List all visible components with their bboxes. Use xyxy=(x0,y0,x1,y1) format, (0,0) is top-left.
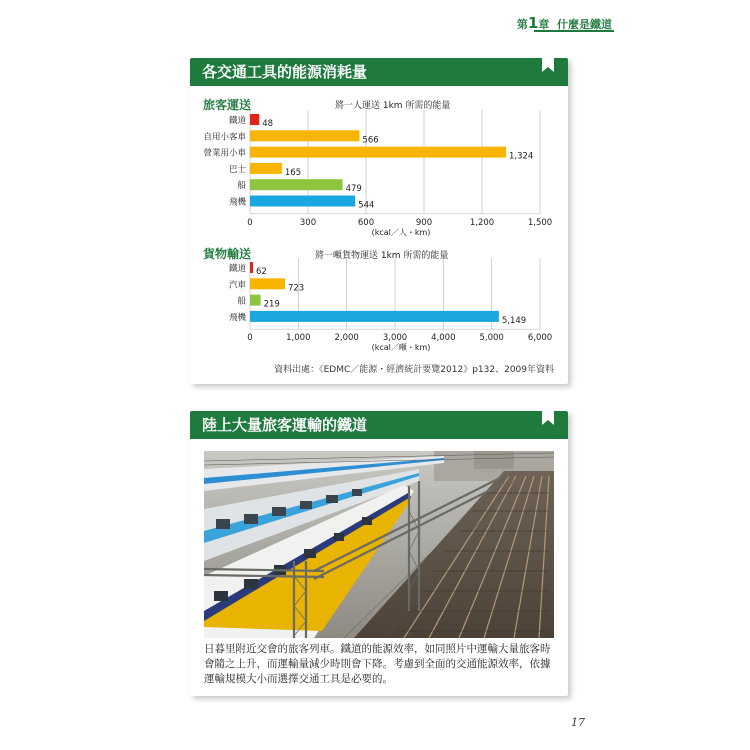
passenger-value-label: 544 xyxy=(358,200,375,211)
chapter-prefix: 第 xyxy=(516,18,528,31)
freight-tick-label: 0 xyxy=(247,333,253,344)
freight-bar xyxy=(250,311,499,322)
passenger-tick-label: 1,500 xyxy=(527,217,553,228)
passenger-bar xyxy=(250,114,259,125)
energy-section-title: 各交通工具的能源消耗量 xyxy=(202,63,368,81)
passenger-category-label: 巴士 xyxy=(228,164,246,175)
freight-category-label: 汽車 xyxy=(228,280,246,291)
chapter-underline xyxy=(534,30,614,32)
passenger-category-label: 自用小客車 xyxy=(203,132,246,143)
passenger-category-label: 船 xyxy=(237,181,246,192)
page-number: 17 xyxy=(571,716,585,729)
railway-section-title: 陸上大量旅客運輸的鐵道 xyxy=(202,416,368,434)
passenger-category-label: 飛機 xyxy=(228,197,246,208)
passenger-tick-label: 300 xyxy=(299,217,317,228)
passenger-chart-title: 將一人運送 1km 所需的能量 xyxy=(335,101,451,111)
freight-tick-label: 4,000 xyxy=(431,333,456,344)
freight-tick-label: 2,000 xyxy=(334,333,359,344)
passenger-bar xyxy=(250,147,506,158)
freight-value-label: 219 xyxy=(263,299,280,310)
freight-value-label: 62 xyxy=(255,267,267,277)
passenger-bar xyxy=(250,179,343,190)
passenger-tick-label: 900 xyxy=(415,217,433,228)
freight-value-label: 5,149 xyxy=(501,315,527,326)
passenger-category-label: 鐵道 xyxy=(228,116,246,126)
freight-energy-chart xyxy=(195,258,565,356)
train-photo xyxy=(204,451,554,638)
passenger-tick-label: 1,200 xyxy=(469,217,495,228)
passenger-energy-chart xyxy=(195,110,565,238)
bookmark-icon xyxy=(542,411,554,425)
passenger-axis-unit: (kcal／人・km) xyxy=(371,227,431,237)
passenger-section-label: 旅客運送 xyxy=(203,98,252,112)
freight-tick-label: 3,000 xyxy=(382,333,408,344)
passenger-value-label: 479 xyxy=(345,184,362,195)
chapter-title: 什麼是鐵道 xyxy=(557,18,612,31)
freight-category-label: 鐵道 xyxy=(228,264,246,274)
photo-caption: 日暮里附近交會的旅客列車。鐵道的能源效率，如同照片中運輸大量旅客時會隨之上升，而運輸量減少時則會下降。考慮到全面的交通能源效率，依據運輸規模大小而選擇交通工具是必要的。 xyxy=(204,643,551,685)
freight-bar xyxy=(250,262,253,273)
passenger-bar xyxy=(250,163,282,174)
chapter-suffix: 章 xyxy=(538,18,550,31)
passenger-category-label: 營業用小車 xyxy=(203,148,246,159)
freight-bar xyxy=(250,278,285,289)
freight-value-label: 723 xyxy=(287,283,305,294)
freight-tick-label: 1,000 xyxy=(286,333,311,344)
data-source-note: 資料出處：《EDMC／能源・經濟統計要覽2012》p132、2009年資料 xyxy=(274,365,554,375)
freight-bar xyxy=(250,295,261,306)
freight-chart-title: 將一噸貨物運送 1km 所需的能量 xyxy=(315,251,449,261)
freight-category-label: 船 xyxy=(237,296,246,307)
passenger-value-label: 566 xyxy=(362,135,379,146)
energy-section-header xyxy=(190,58,568,86)
passenger-tick-label: 600 xyxy=(357,217,375,228)
passenger-tick-label: 0 xyxy=(247,217,253,228)
passenger-value-label: 165 xyxy=(284,167,302,178)
freight-section-label: 貨物輸送 xyxy=(203,247,252,261)
passenger-bar xyxy=(250,196,355,207)
freight-category-label: 飛機 xyxy=(228,312,246,323)
bookmark-icon xyxy=(542,58,554,72)
freight-tick-label: 5,000 xyxy=(479,333,504,344)
chapter-number: 1 xyxy=(527,14,539,32)
freight-axis-unit: (kcal／噸・km) xyxy=(371,343,431,353)
passenger-value-label: 1,324 xyxy=(508,151,534,162)
passenger-value-label: 48 xyxy=(262,119,274,129)
freight-tick-label: 6,000 xyxy=(527,333,553,344)
passenger-bar xyxy=(250,130,359,141)
railway-section-header xyxy=(190,411,568,439)
